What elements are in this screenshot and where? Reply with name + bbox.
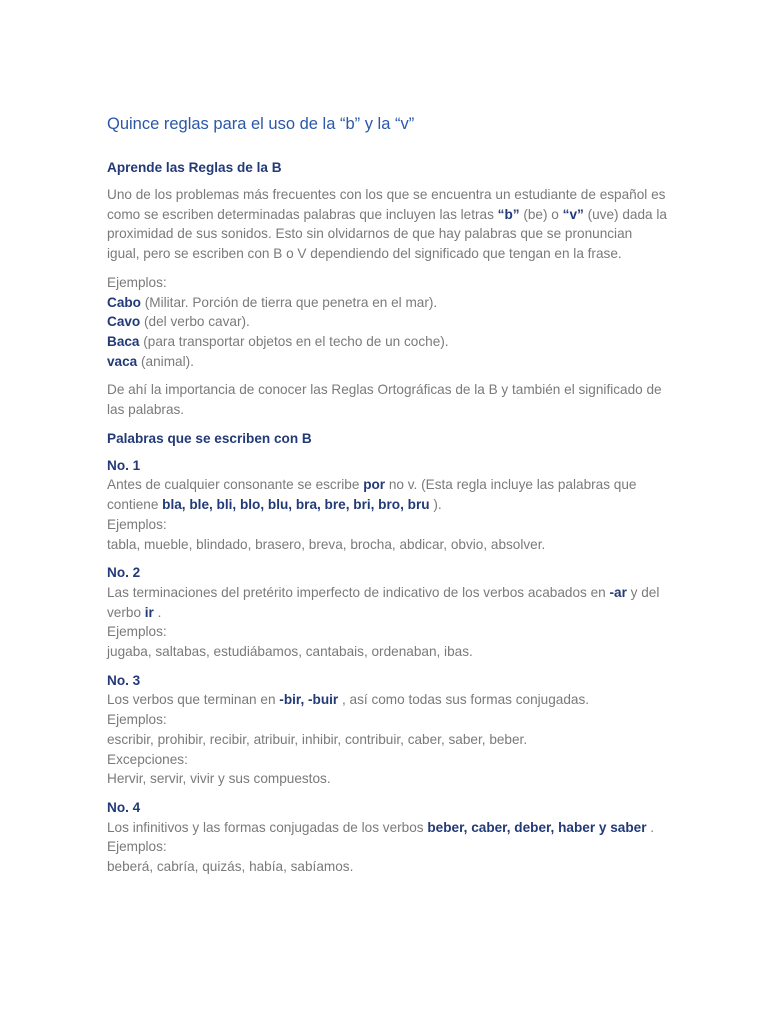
rule-text-part: ).: [429, 497, 442, 513]
intro-text-1: Uno de los problemas más frecuentes con los que se encuentra un estudiante de español es como se escriben determinadas palabras que incluyen las letras: [107, 187, 666, 222]
example-item: [107, 332, 668, 352]
example-word: Baca: [107, 333, 140, 349]
example-item: [107, 352, 668, 372]
rule-keyword: ir: [144, 604, 154, 620]
rule-keyword: beber, caber, deber, haber y saber: [427, 819, 647, 835]
rule-block: [107, 456, 668, 555]
rule-text: [107, 583, 668, 622]
intro-text-3: (uve) dada la proximidad de sus sonidos. Esto sin olvidarnos de que hay palabras que se pronuncian igual, pero se escriben con B o V dependiendo del significado que tengan en la frase.: [107, 206, 667, 262]
rule-examples: escribir, prohibir, recibir, atribuir, inhibir, contribuir, caber, saber, beber.: [107, 731, 528, 747]
example-desc: (animal).: [137, 353, 194, 369]
example-item: [107, 293, 668, 313]
examples-label: Ejemplos:: [107, 274, 167, 290]
example-desc: (del verbo cavar).: [140, 314, 250, 330]
rule-text: [107, 690, 668, 710]
document-title: Quince reglas para el uso de la “b” y la “v”: [107, 115, 415, 133]
rule-text-part: y del verbo: [107, 584, 660, 620]
rule-text-part: .: [646, 819, 655, 835]
rule-keyword: -bir, -buir: [279, 692, 339, 708]
examples-block: [107, 273, 668, 372]
rule-exceptions-label: Excepciones:: [107, 751, 188, 767]
example-word: Cabo: [107, 294, 141, 310]
rule-text: [107, 475, 668, 514]
letter-b-bold: “b”: [497, 206, 520, 222]
letter-v-bold: “v”: [562, 206, 584, 222]
rule-text: [107, 818, 668, 838]
example-item: [107, 312, 668, 332]
intro-paragraph: [107, 185, 668, 264]
example-desc: (para transportar objetos en el techo de un coche).: [139, 333, 449, 349]
rule-block: [107, 563, 668, 662]
rule-text-part: no v. (Esta regla incluye las palabras que contiene: [107, 477, 637, 513]
rule-text-part: Las terminaciones del pretérito imperfecto de indicativo de los verbos acabados en: [107, 584, 610, 600]
rule-examples-label: Ejemplos:: [107, 516, 167, 532]
section-heading-palabras-b: Palabras que se escriben con B: [107, 430, 312, 446]
rule-number: No. 3: [107, 672, 141, 688]
rule-number: No. 1: [107, 457, 141, 473]
rule-keyword: -ar: [609, 584, 627, 600]
intro-text-2: (be) o: [519, 206, 563, 222]
rule-text-part: .: [153, 604, 162, 620]
rule-keyword: por: [363, 477, 386, 493]
rule-examples: beberá, cabría, quizás, había, sabíamos.: [107, 859, 354, 875]
rule-number: No. 4: [107, 799, 141, 815]
rule-text-part: Los verbos que terminan en: [107, 692, 280, 708]
rule-examples-label: Ejemplos:: [107, 839, 167, 855]
rule-number: No. 2: [107, 565, 141, 581]
rule-examples: jugaba, saltabas, estudiábamos, cantabais, ordenaban, ibas.: [107, 644, 473, 660]
rule-exceptions: Hervir, servir, vivir y sus compuestos.: [107, 771, 331, 787]
rule-keyword: bla, ble, bli, blo, blu, bra, bre, bri, bro, bru: [162, 497, 430, 513]
example-word: vaca: [107, 353, 138, 369]
rule-text-part: Antes de cualquier consonante se escribe: [107, 477, 364, 493]
importance-paragraph: De ahí la importancia de conocer las Reglas Ortográficas de la B y también el significado de las palabras.: [107, 382, 662, 418]
rule-block: [107, 798, 668, 877]
rule-block: [107, 671, 668, 789]
rule-text-part: Los infinitivos y las formas conjugadas de los verbos: [107, 819, 428, 835]
rule-examples: tabla, mueble, blindado, brasero, breva, brocha, abdicar, obvio, absolver.: [107, 536, 546, 552]
rule-examples-label: Ejemplos:: [107, 712, 167, 728]
section-heading-reglas-b: Aprende las Reglas de la B: [107, 160, 282, 175]
example-word: Cavo: [107, 314, 141, 330]
rule-text-part: , así como todas sus formas conjugadas.: [338, 692, 590, 708]
example-desc: (Militar. Porción de tierra que penetra en el mar).: [140, 294, 438, 310]
rule-examples-label: Ejemplos:: [107, 624, 167, 640]
